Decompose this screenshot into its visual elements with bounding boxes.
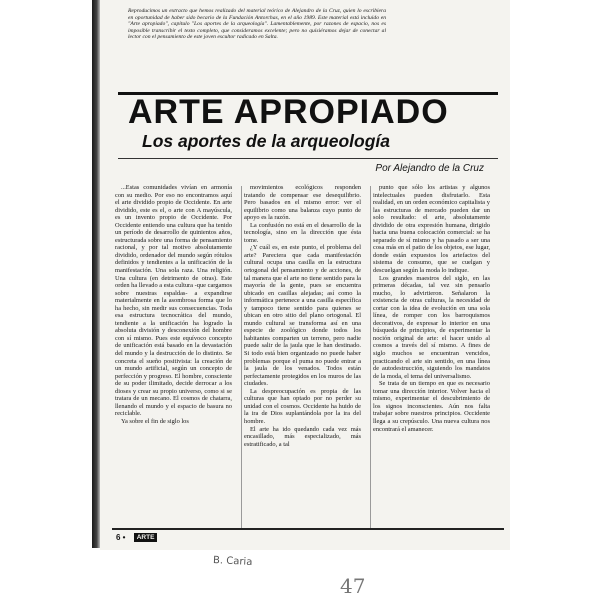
paragraph: Se trata de un tiempo en que es necesario tomar una dirección interior. Volver hacia el mismo, experimentar el descubrimiento de los signos inconscientes. Aún nos falta trabajar sobre nuestros principios. Occidente llega a su crepúsculo. Una nueva cultura nos encontrará el amanecer. (373, 380, 490, 433)
text-column-1 (115, 184, 232, 426)
bottom-rule (112, 528, 504, 530)
paragraph: ...Estas comunidades vivían en armonía con su medio. Por eso no encontramos aquí el arte dividido propio de Occidente. En arte dividido, este es el, o arte con A mayúscula, es un invento propio de Occidente. Por Occidente entiendo una cultura que ha tenido un período de desarrollo de quinientos años, estructurada sobre una forma de pensamiento racional, y por tal motivo absolutamente dividido, ordenador del mundo según rótulos definidos y tendientes a la unificación de la manifestación. Una sola raza. Una religión. Una cultura (en detrimento de otras). Este orden ha llevado a esta cultura -que cargamos sobre nuestras espaldas- a expandirse materialmente en la asombrosa forma que lo ha hecho, sin medir sus consecuencias. Toda esa estructura tecnocrática del mundo, tendiente a la unificación ha logrado la absoluta división y desconexión del hombre con sí mismo. Pues este equívoco concepto de unificación está basado en la devastación del mundo y la destrucción de lo distinto. Se concreta el sueño positivista: la creación de un mundo artificial, según un concepto de perfección y progreso. El hombre, consciente de su poder ilimitado, decide derrocar a los dioses y crear su propio universo, como si se tratara de un mecano. El cosmos de chatarra, llenando el mundo y el espacio de basura no reciclable. (115, 184, 232, 418)
handwritten-note: B. Caria (212, 554, 253, 569)
article-title: ARTE APROPIADO (128, 93, 449, 131)
paragraph: La confusión no está en el desarrollo de la tecnología, sino en la dirección que ésta tome. (244, 221, 361, 244)
scan-shadow-edge (92, 0, 100, 548)
column-divider (241, 186, 242, 528)
paragraph: El arte ha ido quedando cada vez más encasillado, más especializado, más estratificado, a tal (244, 425, 361, 448)
paragraph: Los grandes maestros del siglo, en las primeras décadas, tal vez sin pensarlo mucho, lo advirtieron. Señalaron la existencia de otras culturas, la necesidad de cortar con la idea de evolución en una sola línea, de romper con los barroquismos decorativos, de expresar lo interior en una búsqueda de principios, de experimentar la noción original de arte: el hacer unido al cosmos a través del sí mismo. A fines de siglo muchos se encuentran vencidos, practicando el arte sin sentido, en una línea de autodestrucción, siguiendo los mandatos de la moda, el tema del universalismo. (373, 274, 490, 380)
intro-note: Reproducimos un extracto que hemos realizado del material teórico de Alejandro de la Cruz, quien lo escribiera en oportunidad de haber sido becario de la Fundación Antorchas, en el año 1989. Este material está incluido en "Arte apropiado", capítulo "Los aportes de la arqueología". Lamentablemente, por razones de espacio, nos es imposible transcribir el texto completo, que consideramos excelente; pero no quisiéramos dejar de conectar al lector con el pensamiento de este joven escultor radicado en Salta. (128, 8, 386, 41)
footer-page-number: 6 • (116, 533, 126, 542)
paragraph: La despreocupación es propia de las culturas que han optado por no perder su unidad con el cosmos. Occidente ha huido de la ira de Dios suplantándola por la ira del hombre. (244, 387, 361, 425)
paragraph: movimientos ecológicos responden tratando de compensar ese desequilibrio. Pero basados en el mismo error: ver el equilibrio como una balanza cuyo punto de apoyo es la razón. (244, 184, 361, 222)
page-footer (116, 532, 157, 544)
title-rule (118, 158, 498, 159)
column-divider (370, 186, 371, 528)
paragraph: ¿Y cuál es, en este punto, el problema del arte? Pareciera que cada manifestación cultural ocupa una casilla en la estructura ortogonal del pensamiento y de acciones, de tal manera que el arte no tiene sentido para la mayoría de la gente, pues se encuentra ubicado en casillas alejadas; así como la informática pertenece a una casilla específica y tampoco tiene sentido para quienes se ubican en otro sitio del plano ortogonal. El mundo cultural se transforma así en una especie de zoológico donde todos los habitantes comparten un terreno, pero nadie puede salir de la jaula que le han destinado. Si todo está bien organizado no puede haber problemas porque el puma no puede entrar a la jaula de los venados. Todos están perfectamente protegidos en los muros de las ciudades. (244, 244, 361, 388)
paragraph: punto que sólo los artistas y algunos intelectuales pueden disfrutarlo. Esta realidad, en un orden económico capitalista y las estructuras de mercado pueden dar un solo resultado: el arte, absolutamente dividido de otra expresión humana, dirigido hacia una buena colocación comercial: se ha separado de sí mismo y ha pasado a ser una cosa más en el patio de los objetos, ese lugar, donde están expuestos los artefactos del sistema de consumo, que se cuelgan y descuelgan según la moda lo indique. (373, 184, 490, 275)
article-subtitle: Los aportes de la arqueología (142, 131, 390, 151)
handwritten-page-number: 47 (340, 574, 366, 598)
text-column-2 (244, 184, 361, 448)
text-column-3 (373, 184, 490, 433)
byline: Por Alejandro de la Cruz (375, 163, 484, 174)
magazine-logo: ARTE (134, 533, 158, 542)
paragraph: Ya sobre el fin de siglo los (121, 417, 189, 425)
